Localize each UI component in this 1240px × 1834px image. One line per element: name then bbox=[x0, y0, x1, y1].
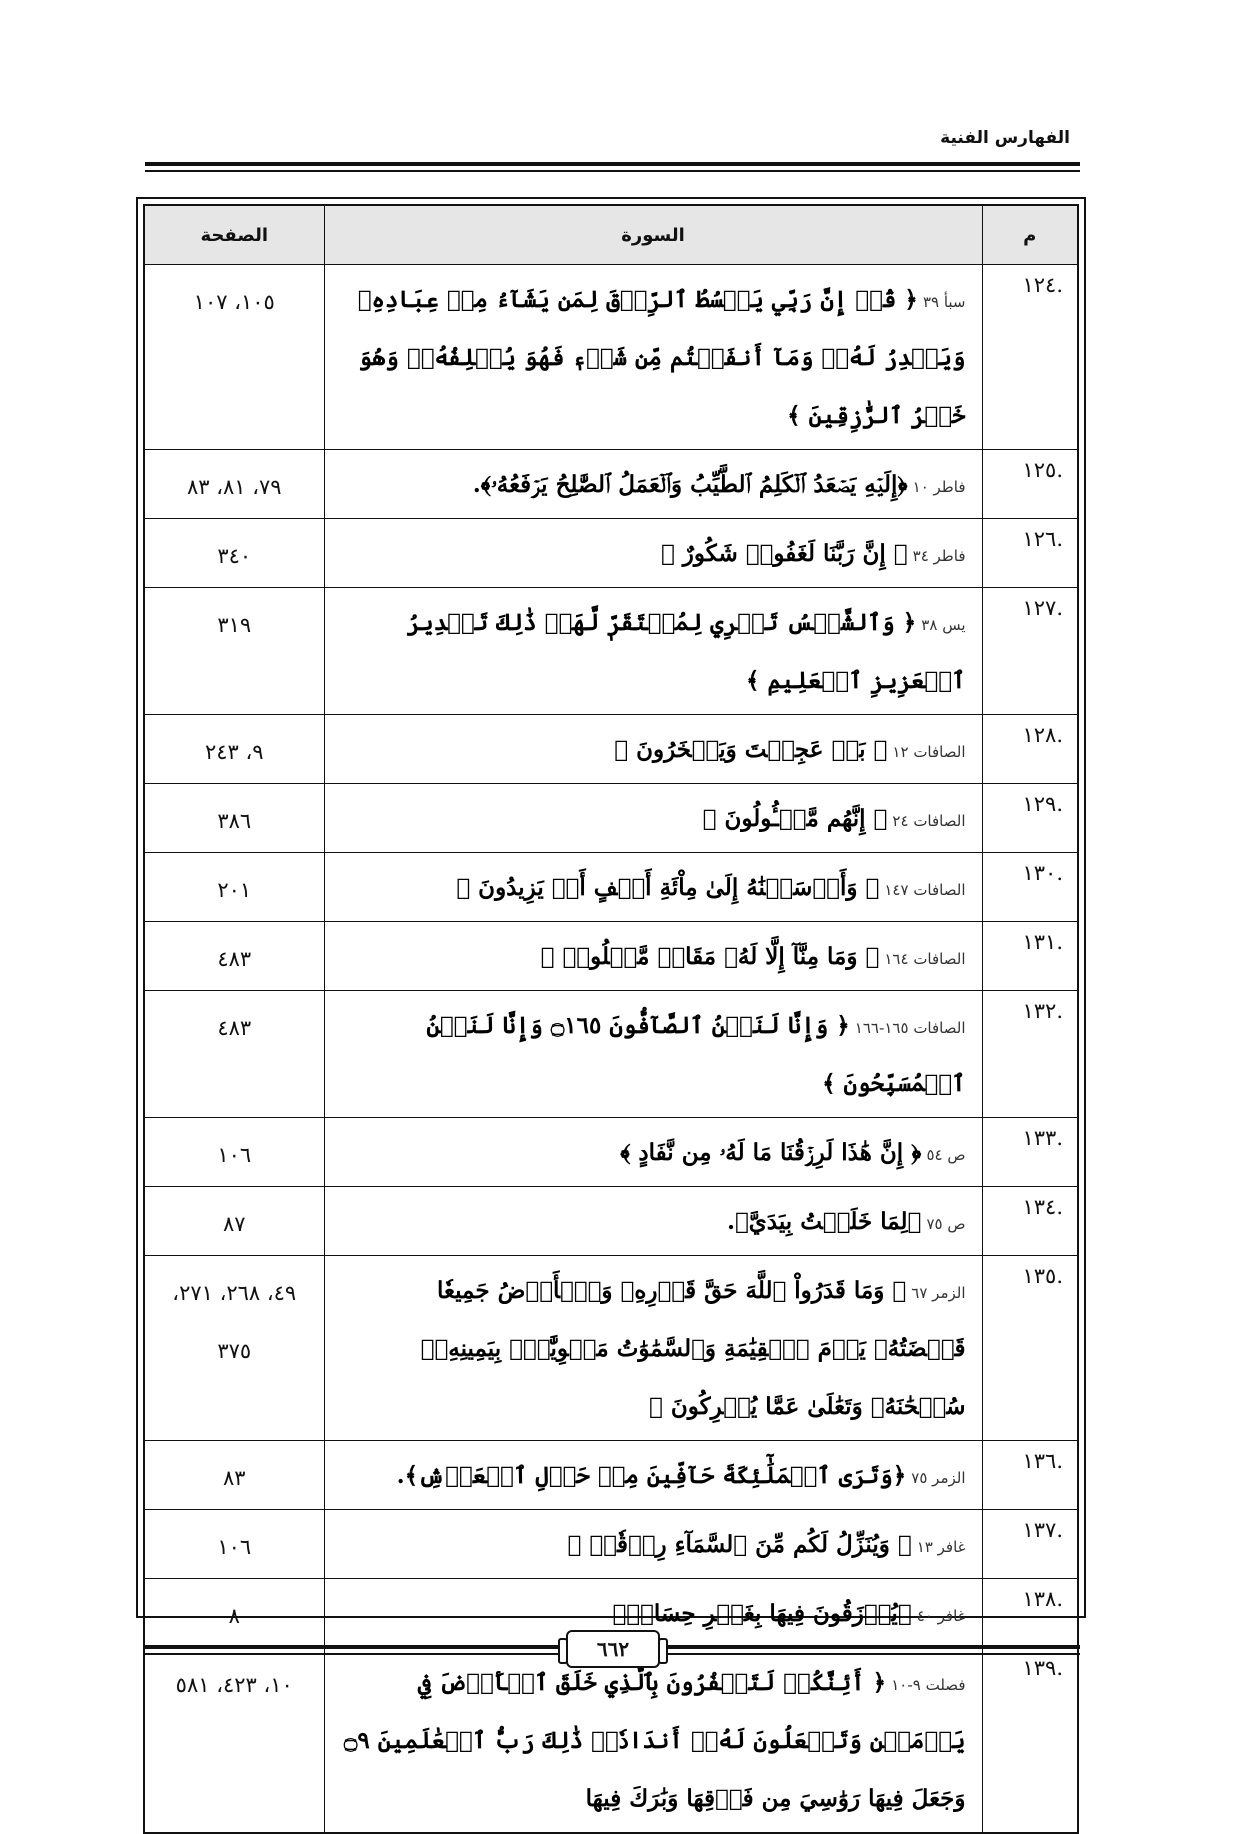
verse-cell bbox=[324, 588, 982, 715]
verse-cell bbox=[324, 1648, 982, 1834]
table-row bbox=[144, 1648, 1078, 1834]
verse-cell bbox=[324, 1441, 982, 1510]
table-row bbox=[144, 265, 1078, 450]
page-references: ٩، ٢٤٣ bbox=[144, 715, 324, 784]
verse-cell bbox=[324, 922, 982, 991]
surah-reference: يس ٣٨ bbox=[921, 616, 966, 634]
header-rule-thin bbox=[145, 170, 1080, 172]
surah-reference: سبأ ٣٩ bbox=[922, 293, 966, 311]
row-number: .١٢٦ bbox=[982, 519, 1078, 588]
page-references: ٧٩، ٨١، ٨٣ bbox=[144, 450, 324, 519]
page-references: ٤٨٣ bbox=[144, 991, 324, 1118]
row-number: .١٣٣ bbox=[982, 1118, 1078, 1187]
table-row bbox=[144, 991, 1078, 1118]
table-row bbox=[144, 450, 1078, 519]
row-number: .١٢٨ bbox=[982, 715, 1078, 784]
surah-reference: الزمر ٦٧ bbox=[911, 1284, 966, 1302]
row-number: .١٢٧ bbox=[982, 588, 1078, 715]
verse-cell bbox=[324, 1187, 982, 1256]
verse-cell bbox=[324, 1510, 982, 1579]
header-surah: السورة bbox=[324, 205, 982, 265]
verse-text: ﴿ وَيُنَزِّلُ لَكُم مِّنَ ٱلسَّمَآءِ رِزۡقٗاۚ ﴾ bbox=[567, 1531, 912, 1558]
surah-reference: ص ٥٤ bbox=[926, 1146, 966, 1164]
page-references: ٣٤٠ bbox=[144, 519, 324, 588]
page-references: ٣٨٦ bbox=[144, 784, 324, 853]
page-references: ٨٧ bbox=[144, 1187, 324, 1256]
surah-reference: فاطر ٣٤ bbox=[912, 547, 966, 565]
table-row bbox=[144, 1256, 1078, 1441]
verse-text: ﴿ إِنَّ رَبَّنَا لَغَفُورٞ شَكُورٌ ﴾ bbox=[660, 540, 908, 567]
verse-text: ﴿ قُلۡ إِنَّ رَبِّي يَبۡسُطُ ٱلرِّزۡقَ لِمَن يَشَآءُ مِنۡ عِبَادِهِۦ وَيَقۡدِرُ لَهُۥۚ وَمَآ أَنفَقۡتُم مِّن شَيۡءٖ فَهُوَ يُخۡلِفُهُۥۖ وَهُوَ خَيۡرُ ٱلرَّٰزِقِينَ ﴾ bbox=[357, 286, 966, 429]
page-references: ٢٠١ bbox=[144, 853, 324, 922]
row-number: .١٢٥ bbox=[982, 450, 1078, 519]
row-number: .١٣٩ bbox=[982, 1648, 1078, 1834]
verse-text: ﴿ إِنَّهُم مَّسۡـُٔولُونَ ﴾ bbox=[702, 805, 888, 832]
page-references: ٤٩، ٢٦٨، ٢٧١، ٣٧٥ bbox=[144, 1256, 324, 1441]
verse-cell bbox=[324, 519, 982, 588]
verse-text: ﴿ وَمَا مِنَّآ إِلَّا لَهُۥ مَقَامٞ مَّعۡلُومٞ ﴾ bbox=[540, 943, 880, 970]
header-page: الصفحة bbox=[144, 205, 324, 265]
page-references: ٨ bbox=[144, 1579, 324, 1648]
verse-text: ﴿يُرۡزَقُونَ فِيهَا بِغَيۡرِ حِسَابٖ﴾ bbox=[612, 1600, 912, 1627]
table-row bbox=[144, 1118, 1078, 1187]
surah-reference: ص ٧٥ bbox=[926, 1215, 966, 1233]
header-rule bbox=[145, 162, 1080, 166]
verse-cell bbox=[324, 1256, 982, 1441]
header-number: م bbox=[982, 205, 1078, 265]
verse-text: ﴿إِلَيۡهِ يَصۡعَدُ ٱلۡكَلِمُ ٱلطَّيِّبُ وَٱلۡعَمَلُ ٱلصَّٰلِحُ يَرۡفَعُهُۥ﴾. bbox=[472, 471, 908, 498]
table-row bbox=[144, 1187, 1078, 1256]
verse-text: ﴿وَتَرَى ٱلۡمَلَٰٓئِكَةَ حَآفِّينَ مِنۡ حَوۡلِ ٱلۡعَرۡشِ﴾. bbox=[396, 1462, 907, 1489]
row-number: .١٣١ bbox=[982, 922, 1078, 991]
verse-text: ﴿ وَإِنَّا لَنَحۡنُ ٱلصَّآفُّونَ ۝١٦٥ وَإِنَّا لَنَحۡنُ ٱلۡمُسَبِّحُونَ ﴾ bbox=[426, 1012, 966, 1097]
row-number: .١٣٧ bbox=[982, 1510, 1078, 1579]
page-references: ٣١٩ bbox=[144, 588, 324, 715]
verse-cell bbox=[324, 853, 982, 922]
row-number: .١٢٩ bbox=[982, 784, 1078, 853]
surah-reference: الصافات ١٦٤ bbox=[884, 950, 966, 968]
verse-cell bbox=[324, 991, 982, 1118]
verse-text: ﴿لِمَا خَلَقۡتُ بِيَدَيَّ﴾. bbox=[726, 1208, 922, 1235]
surah-reference: الصافات ٢٤ bbox=[892, 812, 966, 830]
verse-cell bbox=[324, 265, 982, 450]
verse-index-table bbox=[143, 204, 1079, 1834]
page-references: ١٠٦ bbox=[144, 1118, 324, 1187]
verse-text: ﴿ وَٱلشَّمۡسُ تَجۡرِي لِمُسۡتَقَرّٖ لَّهَاۚ ذَٰلِكَ تَقۡدِيرُ ٱلۡعَزِيزِ ٱلۡعَلِيمِ ﴾ bbox=[406, 609, 966, 694]
verse-cell bbox=[324, 450, 982, 519]
verse-cell bbox=[324, 1118, 982, 1187]
surah-reference: الزمر ٧٥ bbox=[911, 1469, 966, 1487]
row-number: .١٣٠ bbox=[982, 853, 1078, 922]
verse-text: ﴿ وَأَرۡسَلۡنَٰهُ إِلَىٰ مِاْئَةِ أَلۡفٍ أَوۡ يَزِيدُونَ ﴾ bbox=[456, 874, 880, 901]
table-row bbox=[144, 715, 1078, 784]
surah-reference: الصافات ١٦٥-١٦٦ bbox=[854, 1019, 966, 1037]
table-row bbox=[144, 1510, 1078, 1579]
row-number: .١٢٤ bbox=[982, 265, 1078, 450]
verse-text: ﴿ أَئِنَّكُمۡ لَتَكۡفُرُونَ بِٱلَّذِي خَلَقَ ٱلۡأَرۡضَ فِي يَوۡمَيۡنِ وَتَجۡعَلُونَ لَهُۥٓ أَندَادٗاۚ ذَٰلِكَ رَبُّ ٱلۡعَٰلَمِينَ ۝٩ وَجَعَلَ فِيهَا رَوَٰسِيَ مِن فَوۡقِهَا وَبَٰرَكَ فِيهَا bbox=[343, 1669, 966, 1812]
verse-cell bbox=[324, 715, 982, 784]
surah-reference: غافر ١٣ bbox=[916, 1538, 966, 1556]
page-references: ٤٨٣ bbox=[144, 922, 324, 991]
surah-reference: الصافات ١٤٧ bbox=[884, 881, 966, 899]
table-row bbox=[144, 519, 1078, 588]
page-references: ١٠٥، ١٠٧ bbox=[144, 265, 324, 450]
running-head: الفهارس الفنية bbox=[940, 128, 1070, 148]
table-row bbox=[144, 853, 1078, 922]
table-row bbox=[144, 1441, 1078, 1510]
page-references: ١٠، ٤٢٣، ٥٨١ bbox=[144, 1648, 324, 1834]
surah-reference: فصلت ٩-١٠ bbox=[891, 1676, 966, 1694]
page-number: ٦٦٢ bbox=[566, 1630, 660, 1668]
row-number: .١٣٦ bbox=[982, 1441, 1078, 1510]
surah-reference: فاطر ١٠ bbox=[912, 478, 966, 496]
verse-text: ﴿ بَلۡ عَجِبۡتَ وَيَسۡخَرُونَ ﴾ bbox=[614, 736, 888, 763]
verse-text: ﴿ وَمَا قَدَرُواْ ٱللَّهَ حَقَّ قَدۡرِهِۦ وَٱلۡأَرۡضُ جَمِيعٗا قَبۡضَتُهُۥ يَوۡمَ ٱلۡقِيَٰمَةِ وَٱلسَّمَٰوَٰتُ مَطۡوِيَّٰتُۢ بِيَمِينِهِۦۚ سُبۡحَٰنَهُۥ وَتَعَٰلَىٰ عَمَّا يُشۡرِكُونَ ﴾ bbox=[420, 1277, 966, 1420]
row-number: .١٣٨ bbox=[982, 1579, 1078, 1648]
page-references: ١٠٦ bbox=[144, 1510, 324, 1579]
row-number: .١٣٤ bbox=[982, 1187, 1078, 1256]
table-row bbox=[144, 922, 1078, 991]
table-header-row bbox=[144, 205, 1078, 265]
page-references: ٨٣ bbox=[144, 1441, 324, 1510]
row-number: .١٣٥ bbox=[982, 1256, 1078, 1441]
verse-cell bbox=[324, 784, 982, 853]
row-number: .١٣٢ bbox=[982, 991, 1078, 1118]
table-row bbox=[144, 588, 1078, 715]
surah-reference: غافر ٤٠ bbox=[916, 1607, 966, 1625]
surah-reference: الصافات ١٢ bbox=[892, 743, 966, 761]
table-row bbox=[144, 784, 1078, 853]
verse-text: ﴿ إِنَّ هَٰذَا لَرِزۡقُنَا مَا لَهُۥ مِن نَّفَادٍ ﴾ bbox=[620, 1139, 922, 1166]
